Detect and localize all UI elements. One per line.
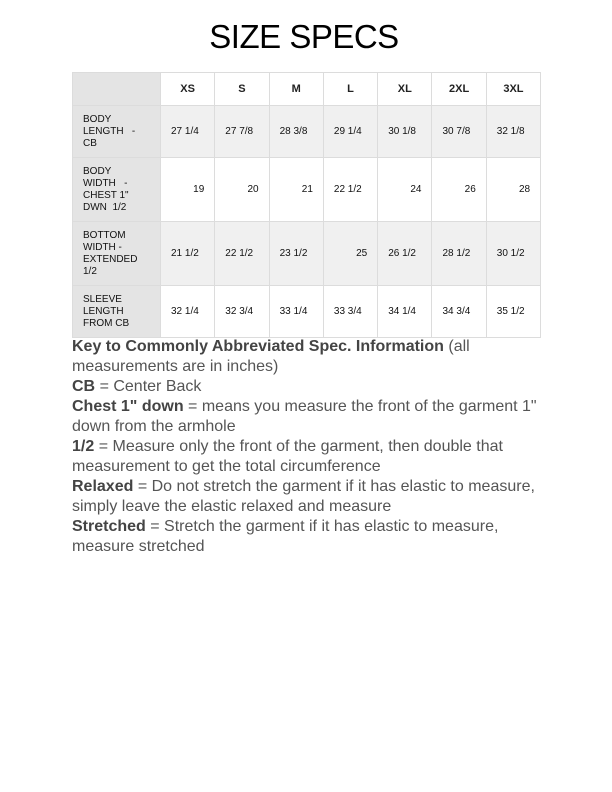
size-header-m: M — [269, 73, 323, 106]
abbreviation-key — [72, 337, 542, 557]
key-definition: = Do not stretch the garment if it has elastic to measure, simply leave the elastic relaxed and measure — [72, 478, 535, 515]
table-row-sleeve-length — [73, 286, 541, 338]
value-cell: 28 1/2 — [432, 222, 486, 286]
size-header-xs: XS — [161, 73, 215, 106]
value-cell: 28 — [486, 158, 540, 222]
value-cell: 21 1/2 — [161, 222, 215, 286]
key-term: Stretched — [72, 518, 146, 535]
key-item-half — [72, 437, 542, 477]
value-cell: 26 — [432, 158, 486, 222]
value-cell: 35 1/2 — [486, 286, 540, 338]
value-cell: 23 1/2 — [269, 222, 323, 286]
table-corner-cell — [73, 73, 161, 106]
key-heading-line — [72, 337, 542, 377]
size-header-2xl: 2XL — [432, 73, 486, 106]
key-item-relaxed — [72, 477, 542, 517]
page-title: SIZE SPECS — [209, 18, 399, 55]
value-cell: 21 — [269, 158, 323, 222]
key-definition: = Center Back — [99, 378, 202, 395]
row-label-body-length: BODY LENGTH - CB — [73, 106, 161, 158]
key-item-cb — [72, 377, 542, 397]
key-definition: = means you measure the front of the garment 1" down from the armhole — [72, 398, 537, 435]
key-item-chest — [72, 397, 542, 437]
value-cell: 28 3/8 — [269, 106, 323, 158]
value-cell: 25 — [323, 222, 377, 286]
key-definition: = Stretch the garment if it has elastic to measure, measure stretched — [72, 518, 499, 555]
value-cell: 30 7/8 — [432, 106, 486, 158]
value-cell: 19 — [161, 158, 215, 222]
size-header-xl: XL — [378, 73, 432, 106]
size-header-l: L — [323, 73, 377, 106]
key-item-stretched — [72, 517, 542, 557]
size-header-3xl: 3XL — [486, 73, 540, 106]
value-cell: 26 1/2 — [378, 222, 432, 286]
value-cell: 22 1/2 — [215, 222, 269, 286]
row-label-body-width: BODY WIDTH - CHEST 1" DWN 1/2 — [73, 158, 161, 222]
key-heading: Key to Commonly Abbreviated Spec. Information — [72, 338, 444, 355]
value-cell: 27 1/4 — [161, 106, 215, 158]
row-label-bottom-width: BOTTOM WIDTH - EXTENDED 1/2 — [73, 222, 161, 286]
value-cell: 27 7/8 — [215, 106, 269, 158]
size-header-s: S — [215, 73, 269, 106]
value-cell: 32 1/4 — [161, 286, 215, 338]
size-specs-table — [72, 72, 541, 338]
row-label-sleeve-length: SLEEVE LENGTH FROM CB — [73, 286, 161, 338]
value-cell: 33 1/4 — [269, 286, 323, 338]
value-cell: 30 1/8 — [378, 106, 432, 158]
value-cell: 33 3/4 — [323, 286, 377, 338]
size-header-row — [73, 73, 541, 106]
key-heading-note: (all measurements are in inches) — [72, 338, 470, 375]
key-definition: = Measure only the front of the garment, then double that measurement to get the total circumference — [72, 438, 503, 475]
key-term: Relaxed — [72, 478, 134, 495]
value-cell: 20 — [215, 158, 269, 222]
value-cell: 24 — [378, 158, 432, 222]
table-row-body-length — [73, 106, 541, 158]
value-cell: 32 3/4 — [215, 286, 269, 338]
value-cell: 34 3/4 — [432, 286, 486, 338]
value-cell: 32 1/8 — [486, 106, 540, 158]
value-cell: 29 1/4 — [323, 106, 377, 158]
value-cell: 22 1/2 — [323, 158, 377, 222]
table-row-bottom-width — [73, 222, 541, 286]
value-cell: 34 1/4 — [378, 286, 432, 338]
table-row-body-width — [73, 158, 541, 222]
value-cell: 30 1/2 — [486, 222, 540, 286]
key-term: Chest 1" down — [72, 398, 184, 415]
key-term: CB — [72, 378, 96, 395]
key-term: 1/2 — [72, 438, 95, 455]
